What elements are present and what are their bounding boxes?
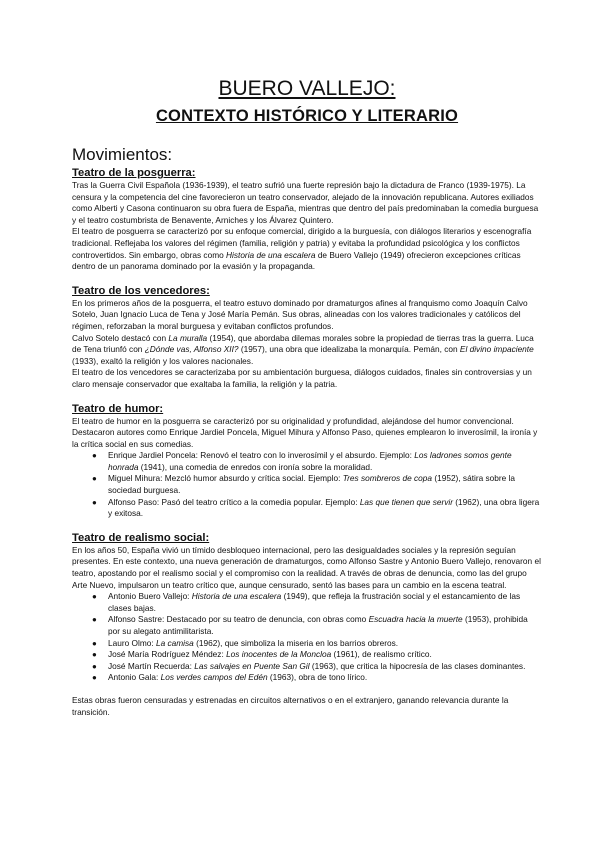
section-humor: [72, 402, 542, 520]
section-heading: Teatro de los vencedores:: [72, 284, 210, 297]
work-title: ¿Dónde vas, Alfonso XII?: [144, 344, 239, 355]
bullet-icon: ●: [92, 638, 97, 648]
work-title: Escuadra hacia la muerte: [368, 614, 463, 625]
bullet-icon: ●: [92, 592, 97, 602]
list-item: ● Alfonso Sastre: Destacado por su teatro de denuncia, con obras como Escuadra hacia la muerte (1953), prohibida por su alegato antimilitarista.: [92, 614, 528, 636]
list-item: ● Miguel Mihura: Mezcló humor absurdo y crítica social. Ejemplo: Tres sombreros de copa (1952), sátira sobre la sociedad burguesa.: [92, 473, 516, 496]
list-item: ● Antonio Gala: Los verdes campos del Edén (1963), obra de tono lírico.: [92, 672, 368, 683]
paragraph: El teatro de los vencedores se caracterizaba por su ambientación burguesa, diálogos cuidados, finales sin controversias y un claro mensaje conservador que exaltaba la familia, la religión y la patria.: [72, 367, 532, 389]
list-item: ● José María Rodríguez Méndez: Los inocentes de la Moncloa (1961), de realismo crítico.: [92, 649, 432, 660]
section-realismo-social: [72, 531, 542, 718]
list-item: ● Lauro Olmo: La camisa (1962), que simboliza la miseria en los barrios obreros.: [92, 637, 399, 648]
paragraph: En los años 50, España vivió un tímido desbloqueo internacional, pero las desigualdades sociales y la represión seguían presentes. En este contexto, una nueva generación de dramaturgos, como Alfonso Sastre y Antonio Buero Vallejo, renovaron el teatro, apostando por el realismo social y el compromiso con la realidad. A través de obras de denuncia, como las del grupo Arte Nuevo, impulsaron un teatro crítico que, aunque censurado, sentó las bases para un cambio en la escena teatral.: [72, 544, 541, 590]
work-title: Las salvajes en Puente San Gil: [194, 660, 310, 671]
paragraph: En los primeros años de la posguerra, el teatro estuvo dominado por dramaturgos afines al franquismo como Joaquín Calvo Sotelo, Juan Ignacio Luca de Tena y José María Pemán. Sus obras, alineadas con los valores tradicionales y católicos del régimen, reforzaban la moral burguesa y evitaban conflictos profundos.: [72, 297, 528, 331]
document-title: BUERO VALLEJO:: [218, 77, 396, 100]
document-page: [72, 76, 542, 718]
paragraph: Tras la Guerra Civil Española (1936-1939), el teatro sufrió una fuerte represión bajo la dictadura de Franco (1939-1975). La censura y la competencia del cine favorecieron un teatro conservador, alejado de la innovación republicana. Autores exiliados como Alberti y Casona continuaron su obra fuera de España, mientras que dentro del país predominaban la comedia burguesa y el teatro costumbrista de Benavente, Arniches y los Álvarez Quintero.: [72, 180, 539, 225]
section-heading: Teatro de humor:: [72, 402, 164, 415]
section-posguerra: [72, 166, 542, 273]
bullet-icon: ●: [92, 451, 97, 461]
work-title: La muralla: [168, 332, 208, 343]
bullet-icon: ●: [92, 673, 97, 683]
list-item: ● Enrique Jardiel Poncela: Renovó el teatro con lo inverosímil y el absurdo. Ejemplo: Los ladrones somos gente honrada (1941), una comedia de enredos con ironía sobre la moralidad.: [92, 450, 512, 472]
list-item: ● José Martín Recuerda: Las salvajes en Puente San Gil (1963), que critica la hipocresía de las clases dominantes.: [92, 660, 526, 671]
work-title: Historia de una escalera: [226, 249, 316, 260]
paragraph: El teatro de posguerra se caracterizó por su enfoque comercial, dirigido a la burguesía, con diálogos literarios y escenografía tradicional. Reflejaba los valores del régimen (familia, religión y patria) y evitaba la profundidad psicológica y los conflictos controvertidos. Sin embargo, obras como Historia de una escalera de Buero Vallejo (1949) ofrecieron excepciones críticas dentro de un panorama dominado por la evasión y la propaganda.: [72, 226, 532, 272]
bullet-icon: ●: [92, 661, 97, 671]
movimientos-heading: Movimientos:: [72, 145, 173, 164]
work-title: El divino impaciente: [459, 344, 534, 355]
work-title: Historia de una escalera: [191, 591, 282, 602]
section-vencedores: [72, 284, 542, 391]
work-title: Las que tienen que servir: [359, 496, 453, 507]
work-title: Tres sombreros de copa: [342, 473, 433, 484]
list-item: ● Antonio Buero Vallejo: Historia de una escalera (1949), que refleja la frustración social y el estancamiento de las clases bajas.: [92, 591, 521, 613]
bullet-icon: ●: [92, 474, 97, 484]
bullet-icon: ●: [92, 650, 97, 660]
work-title: Los inocentes de la Moncloa: [226, 649, 332, 660]
paragraph: Calvo Sotelo destacó con La muralla (1954), que abordaba dilemas morales sobre la propiedad de tierras tras la guerra. Luca de Tena triunfó con ¿Dónde vas, Alfonso XII? (1957), una obra que idealizaba la monarquía. Pemán, con El divino impaciente (1933), exaltó la religión y los valores nacionales.: [72, 332, 534, 366]
section-heading: Teatro de realismo social:: [72, 531, 210, 544]
bullet-icon: ●: [92, 615, 97, 625]
section-heading: Teatro de la posguerra:: [72, 167, 196, 179]
work-title: La camisa: [155, 637, 194, 648]
author-list: [72, 591, 542, 684]
paragraph: El teatro de humor en la posguerra se caracterizó por su originalidad y profundidad, alejándose del humor convencional. Destacaron autores como Enrique Jardiel Poncela, Miguel Mihura y Alfonso Paso, quienes emplearon lo inverosímil, la ironía y la crítica social en sus comedias.: [72, 415, 538, 449]
work-title: Los verdes campos del Edén: [160, 672, 268, 683]
document-subtitle: CONTEXTO HISTÓRICO Y LITERARIO: [155, 107, 459, 125]
closing-paragraph: Estas obras fueron censuradas y estrenadas en circuitos alternativos o en el extranjero, ganando relevancia durante la transición.: [72, 694, 509, 717]
bullet-icon: ●: [92, 497, 97, 507]
author-list: [72, 450, 542, 520]
work-title: Los ladrones somos gente honrada: [108, 450, 512, 472]
list-item: ● Alfonso Paso: Pasó del teatro crítico a la comedia popular. Ejemplo: Las que tienen que servir (1962), una obra ligera y exitosa.: [92, 496, 540, 519]
